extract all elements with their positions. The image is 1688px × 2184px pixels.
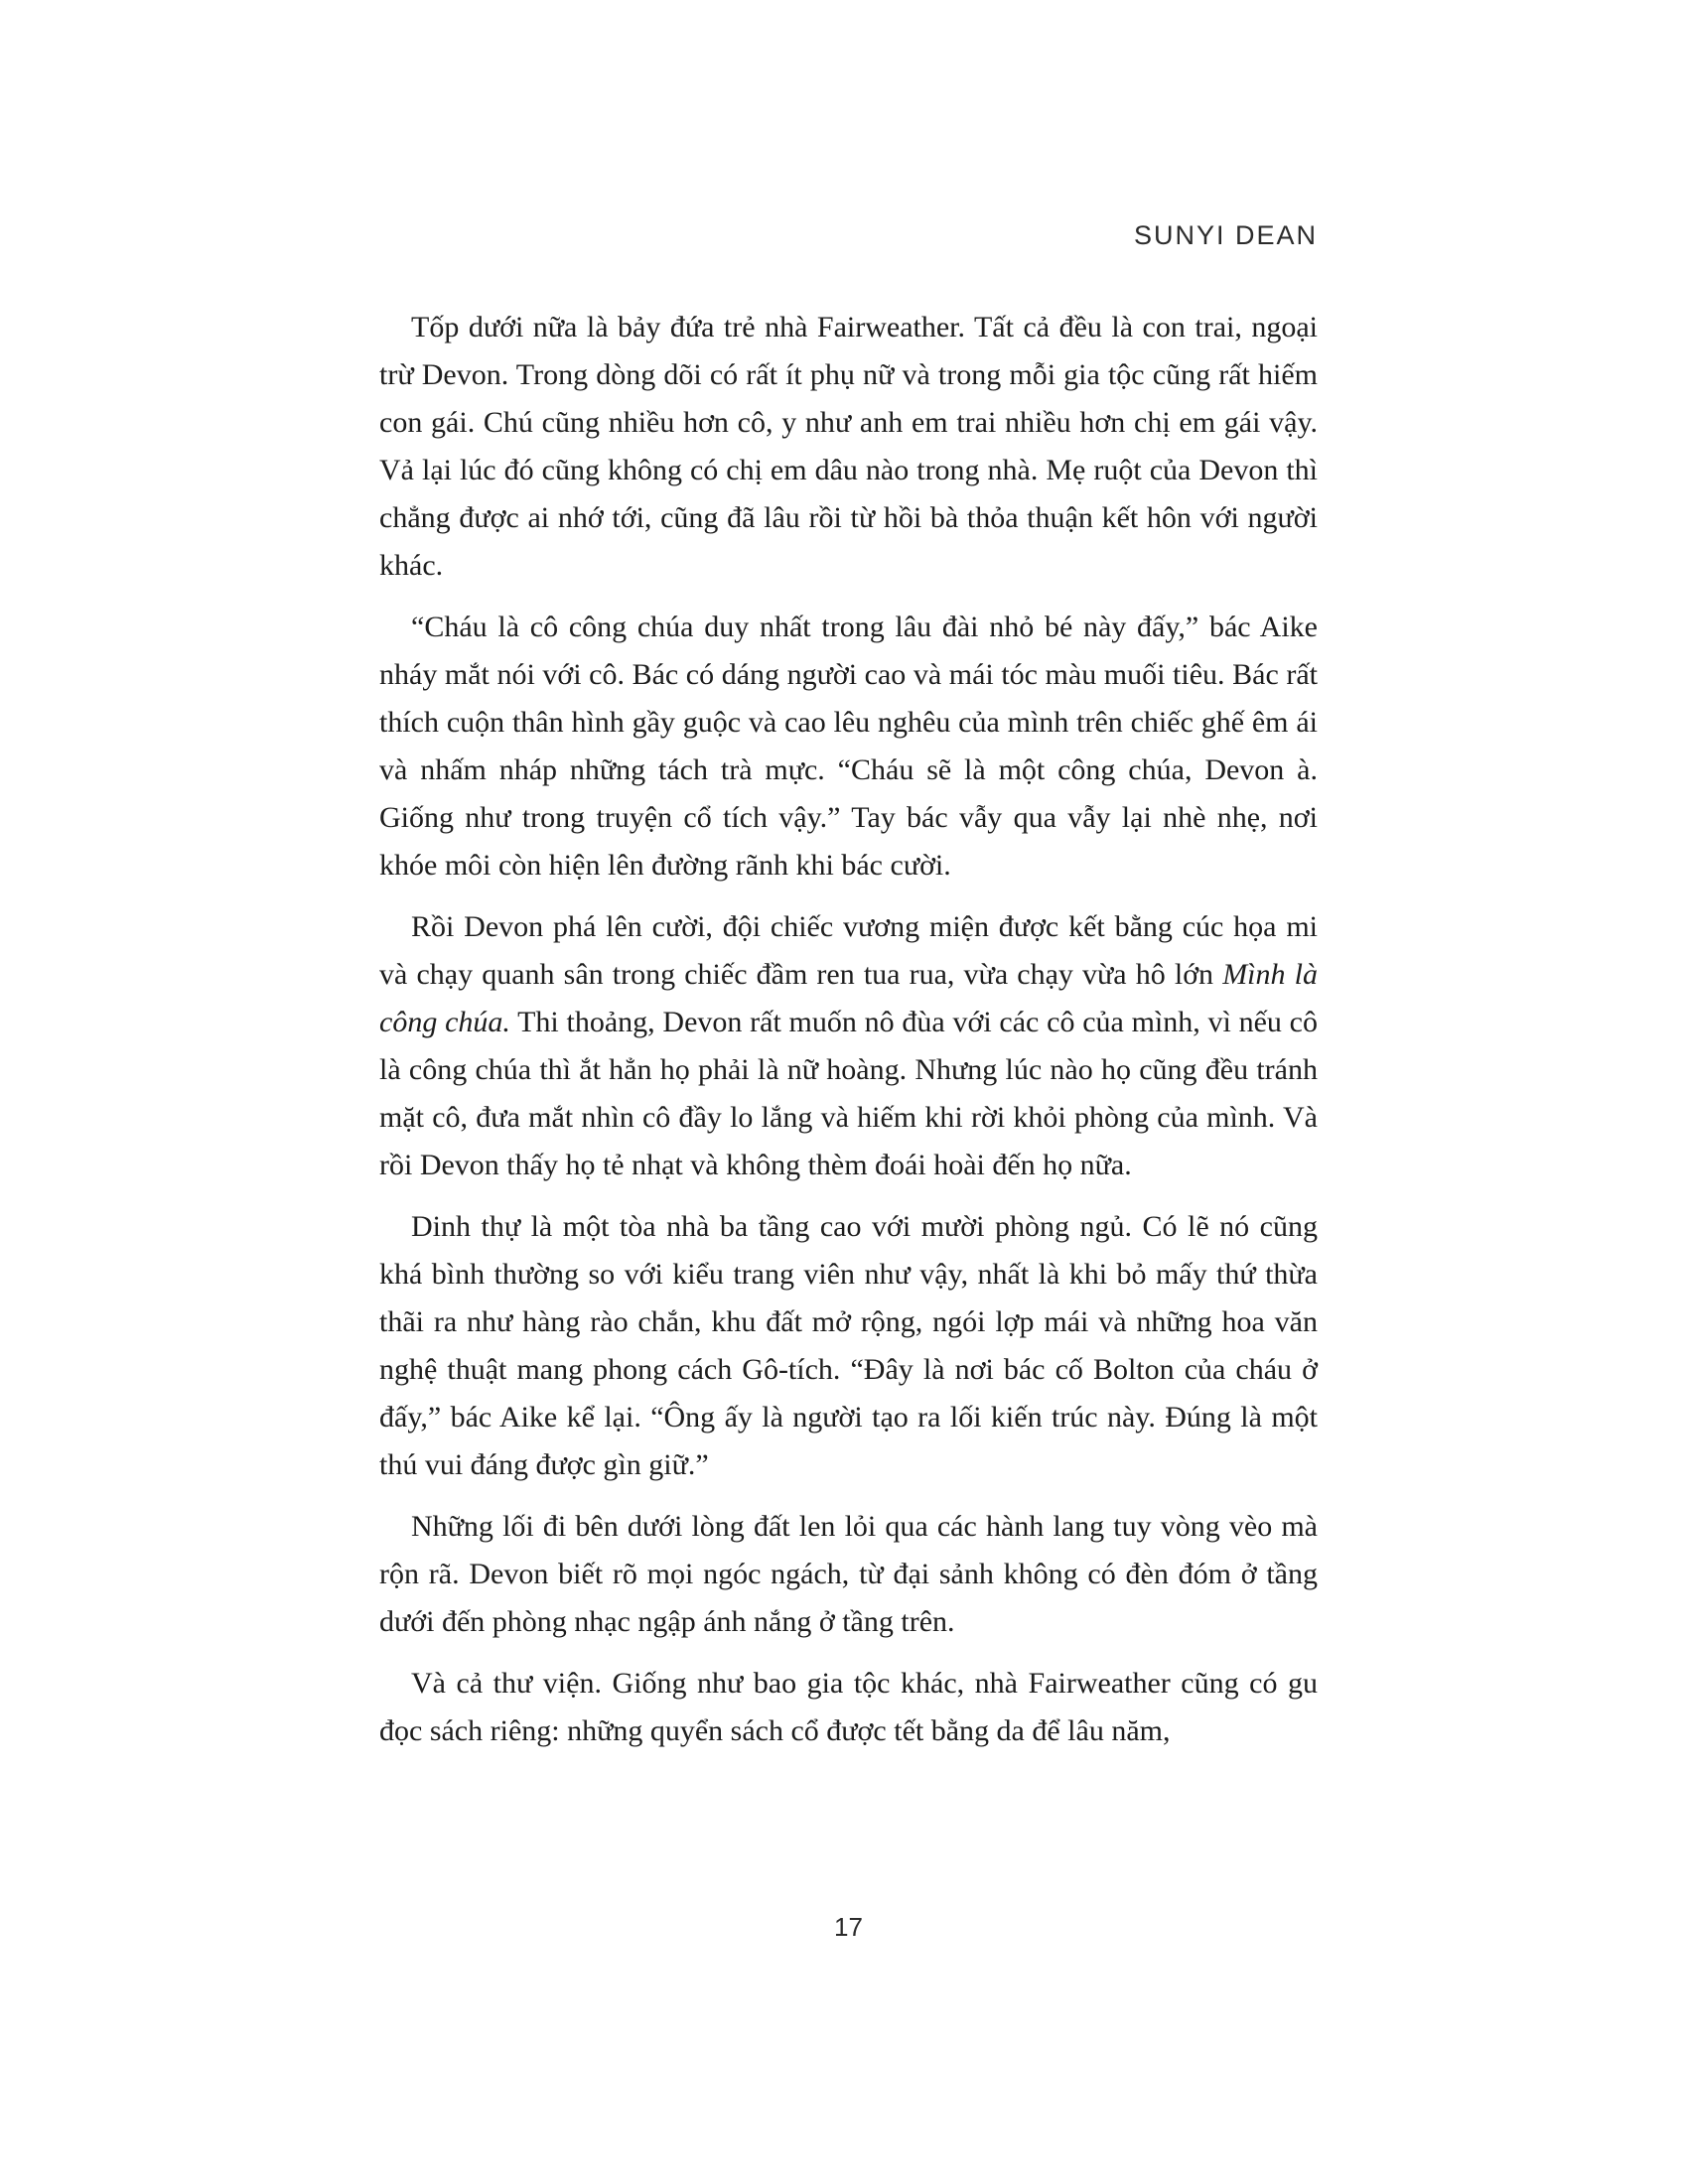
- running-header: [379, 220, 1318, 251]
- page-body: [379, 304, 1318, 1769]
- paragraph-1: Tốp dưới nữa là bảy đứa trẻ nhà Fairweather. Tất cả đều là con trai, ngoại trừ Devon. Trong dòng dõi có rất ít phụ nữ và trong mỗi gia tộc cũng rất hiếm con gái. Chú cũng nhiều hơn cô, y như anh em trai nhiều hơn chị em gái vậy. Vả lại lúc đó cũng không có chị em dâu nào trong nhà. Mẹ ruột của Devon thì chẳng được ai nhớ tới, cũng đã lâu rồi từ hồi bà thỏa thuận kết hôn với người khác.: [379, 311, 1318, 582]
- paragraph-5: Những lối đi bên dưới lòng đất len lỏi qua các hành lang tuy vòng vèo mà rộn rã. Devon biết rõ mọi ngóc ngách, từ đại sảnh không có đèn đóm ở tầng dưới đến phòng nhạc ngập ánh nắng ở tầng trên.: [379, 1510, 1318, 1638]
- paragraph-3-text-after-italic: Thi thoảng, Devon rất muốn nô đùa với các cô của mình, vì nếu cô là công chúa thì ắt hẳn họ phải là nữ hoàng. Nhưng lúc nào họ cũng đều tránh mặt cô, đưa mắt nhìn cô đầy lo lắng và hiếm khi rời khỏi phòng của mình. Và rồi Devon thấy họ tẻ nhạt và không thèm đoái hoài đến họ nữa.: [379, 1006, 1318, 1181]
- page-number: 17: [834, 1912, 863, 1942]
- paragraph-4: Dinh thự là một tòa nhà ba tầng cao với mười phòng ngủ. Có lẽ nó cũng khá bình thường so với kiểu trang viên như vậy, nhất là khi bỏ mấy thứ thừa thãi ra như hàng rào chắn, khu đất mở rộng, ngói lợp mái và những hoa văn nghệ thuật mang phong cách Gô-tích. “Đây là nơi bác cố Bolton của cháu ở đấy,” bác Aike kể lại. “Ông ấy là người tạo ra lối kiến trúc này. Đúng là một thú vui đáng được gìn giữ.”: [379, 1210, 1318, 1481]
- paragraph-3-text-before-italic: Rồi Devon phá lên cười, đội chiếc vương miện được kết bằng cúc họa mi và chạy quanh sân trong chiếc đầm ren tua rua, vừa chạy vừa hô lớn: [379, 910, 1318, 991]
- author-name: SUNYI DEAN: [1133, 220, 1318, 250]
- paragraph-6: Và cả thư viện. Giống như bao gia tộc khác, nhà Fairweather cũng có gu đọc sách riêng: những quyển sách cổ được tết bằng da để lâu năm,: [379, 1667, 1318, 1747]
- paragraph-2: “Cháu là cô công chúa duy nhất trong lâu đài nhỏ bé này đấy,” bác Aike nháy mắt nói với cô. Bác có dáng người cao và mái tóc màu muối tiêu. Bác rất thích cuộn thân hình gầy guộc và cao lêu nghêu của mình trên chiếc ghế êm ái và nhấm nháp những tách trà mực. “Cháu sẽ là một công chúa, Devon à. Giống như trong truyện cổ tích vậy.” Tay bác vẫy qua vẫy lại nhè nhẹ, nơi khóe môi còn hiện lên đường rãnh khi bác cười.: [379, 611, 1318, 882]
- page-footer: [379, 1912, 1318, 1943]
- italic-phrase: Mình là công chúa.: [379, 958, 1318, 1038]
- paragraph-3: [379, 903, 1318, 1189]
